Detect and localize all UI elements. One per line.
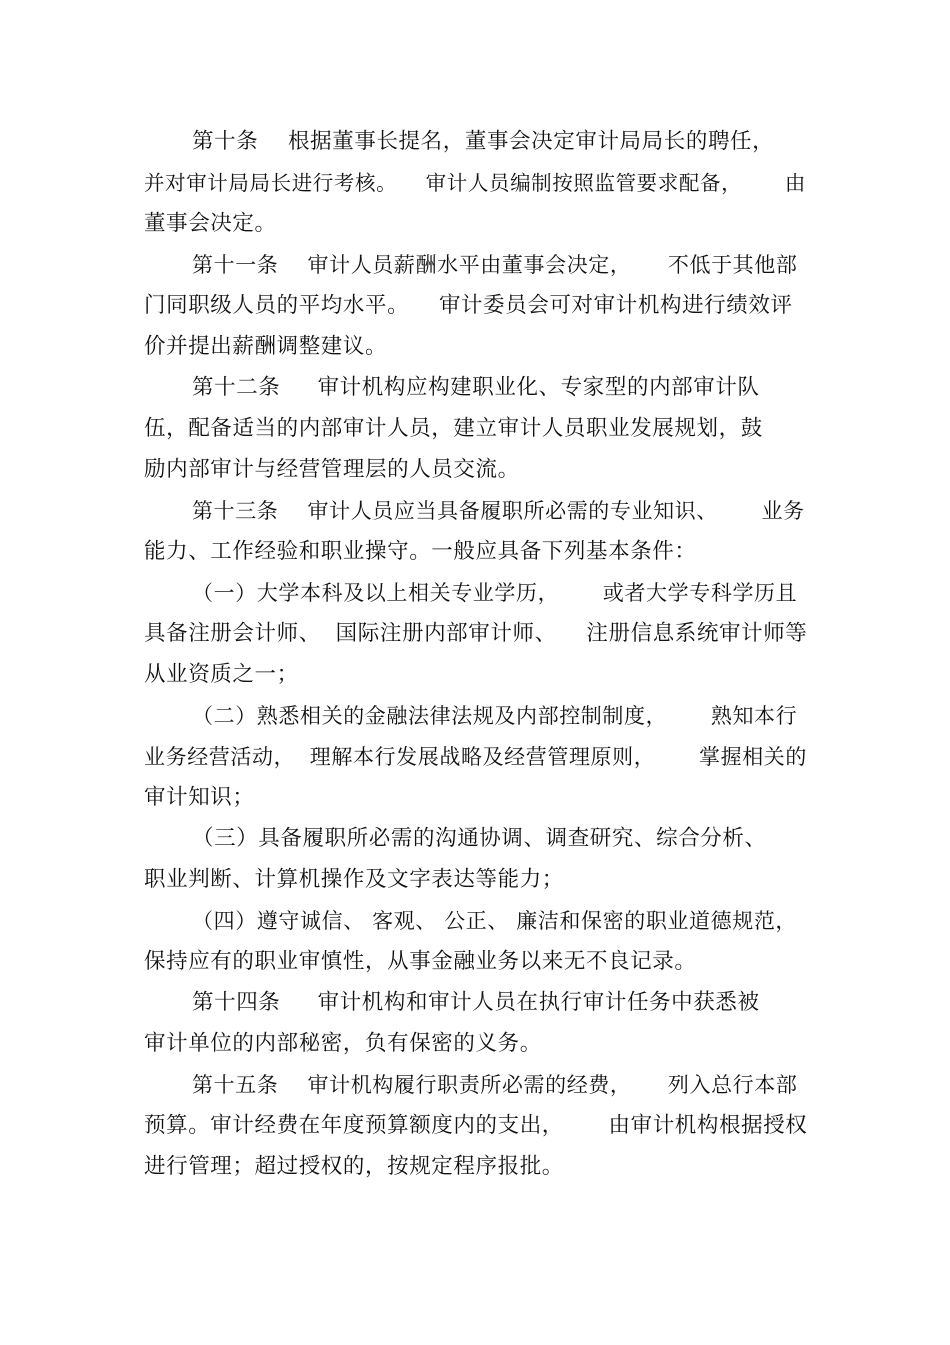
- condition-1-line-3: 从业资质之一；: [144, 662, 299, 687]
- condition-1-line-2: 具备注册会计师、 国际注册内部审计师、 注册信息系统审计师等: [144, 621, 808, 646]
- article-12-line-3: 励内部审计与经营管理层的人员交流。: [144, 457, 520, 482]
- condition-2-line-3: 审计知识；: [144, 785, 255, 810]
- condition-3-line-2: 职业判断、计算机操作及文字表达等能力；: [144, 867, 564, 892]
- condition-1-line-1: （一）大学本科及以上相关专业学历， 或者大学专科学历且: [192, 581, 798, 605]
- article-12-line-2: 伍，配备适当的内部审计人员，建立审计人员职业发展规划，鼓: [144, 416, 763, 441]
- article-10-line-3: 董事会决定。: [144, 211, 277, 236]
- condition-2-line-2: 业务经营活动， 理解本行发展战略及经营管理原则， 掌握相关的: [144, 745, 807, 769]
- article-14-line-2: 审计单位的内部秘密，负有保密的义务。: [144, 1031, 542, 1056]
- article-14-line-1: 第十四条 审计机构和审计人员在执行审计任务中获悉被: [192, 990, 760, 1015]
- condition-4-line-2: 保持应有的职业审慎性，从事金融业务以来无不良记录。: [144, 949, 697, 974]
- article-11-line-3: 价并提出薪酬调整建议。: [144, 334, 388, 359]
- article-10-line-2: 并对审计局局长进行考核。 审计人员编制按照监管要求配备， 由: [144, 171, 806, 195]
- article-11-line-2: 门同职级人员的平均水平。 审计委员会可对审计机构进行绩效评: [144, 293, 793, 318]
- article-11-line-1: 第十一条 审计人员薪酬水平由董事会决定， 不低于其他部: [192, 253, 798, 277]
- condition-4-line-1: （四）遵守诚信、 客观、 公正、 廉洁和保密的职业道德规范，: [192, 909, 798, 933]
- article-12-line-1: 第十二条 审计机构应构建职业化、专家型的内部审计队: [192, 375, 760, 400]
- article-13-line-2: 能力、工作经验和职业操守。一般应具备下列基本条件：: [144, 539, 697, 564]
- article-10-line-1: 第十条 根据董事长提名，董事会决定审计局局长的聘任，: [192, 129, 775, 154]
- article-13-line-1: 第十三条 审计人员应当具备履职所必需的专业知识、 业务: [192, 499, 805, 523]
- condition-2-line-1: （二）熟悉相关的金融法律法规及内部控制制度， 熟知本行: [192, 704, 798, 728]
- article-15-line-3: 进行管理；超过授权的，按规定程序报批。: [144, 1154, 564, 1179]
- article-15-line-2: 预算。审计经费在年度预算额度内的支出， 由审计机构根据授权: [144, 1113, 808, 1138]
- condition-3-line-1: （三）具备履职所必需的沟通协调、调查研究、综合分析、: [192, 826, 767, 851]
- article-15-line-1: 第十五条 审计机构履行职责所必需的经费， 列入总行本部: [192, 1073, 798, 1097]
